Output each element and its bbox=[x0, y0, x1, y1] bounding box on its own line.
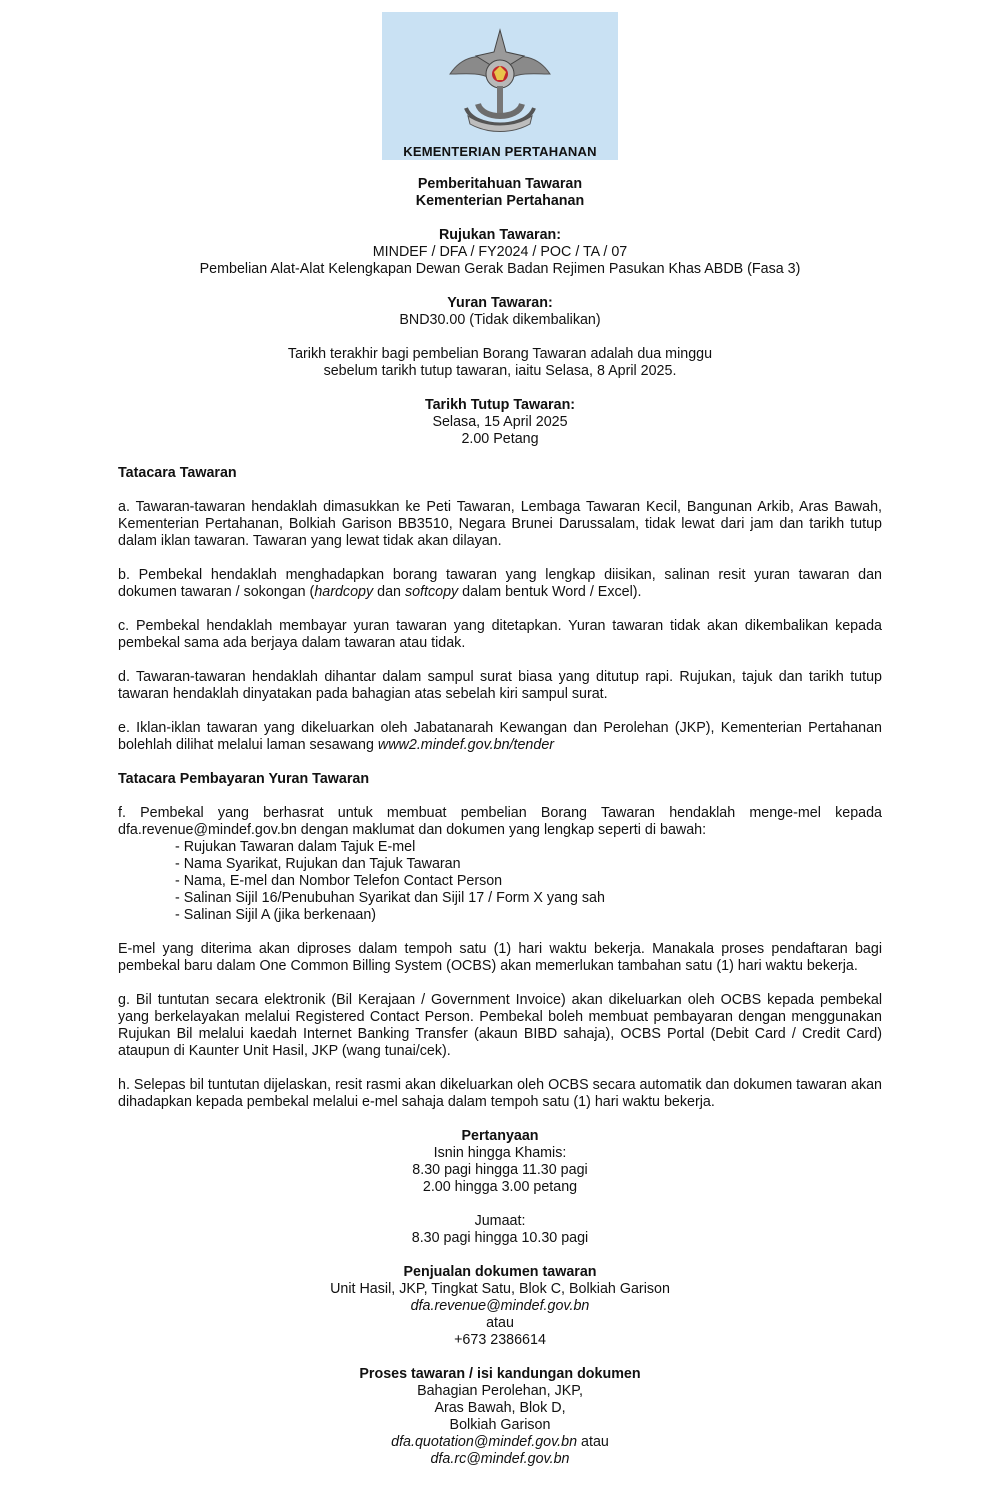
sales-address: Unit Hasil, JKP, Tingkat Satu, Blok C, Bolkiah Garison bbox=[330, 1281, 670, 1297]
process-heading: Proses tawaran / isi kandungan dokumen bbox=[359, 1366, 641, 1382]
closing-label: Tarikh Tutup Tawaran: bbox=[424, 397, 576, 413]
quotation-email-link[interactable]: dfa.quotation@mindef.gov.bn bbox=[391, 1434, 578, 1450]
notice-subtitle: Kementerian Pertahanan bbox=[415, 193, 585, 209]
closing-date: Selasa, 15 April 2025 bbox=[432, 414, 568, 430]
ministry-logo bbox=[382, 12, 618, 160]
list-item: - Nama Syarikat, Rujukan dan Tajuk Tawaran bbox=[175, 856, 461, 872]
notice-body bbox=[118, 176, 882, 1468]
fee-label: Yuran Tawaran: bbox=[447, 295, 553, 311]
procedure-heading: Tatacara Tawaran bbox=[118, 465, 237, 481]
sales-heading: Penjualan dokumen tawaran bbox=[403, 1264, 597, 1280]
process-address-line-3: Bolkiah Garison bbox=[449, 1417, 551, 1433]
enquiry-weekdays-afternoon: 2.00 hingga 3.00 petang bbox=[422, 1179, 578, 1195]
enquiry-weekdays: Isnin hingga Khamis: bbox=[433, 1145, 567, 1161]
purchase-deadline-line-1: Tarikh terakhir bagi pembelian Borang Tawaran adalah dua minggu bbox=[287, 346, 713, 362]
required-documents-list bbox=[118, 839, 882, 924]
process-address-line-2: Aras Bawah, Blok D, bbox=[434, 1400, 566, 1416]
list-item: - Nama, E-mel dan Nombor Telefon Contact Person bbox=[175, 873, 503, 889]
enquiry-friday: Jumaat: bbox=[474, 1213, 526, 1229]
payment-item-g: g. Bil tuntutan secara elektronik (Bil Kerajaan / Government Invoice) akan dikeluarkan oleh OCBS kepada pembekal yang berkelayakan melalui Registered Contact Person. Pembekal boleh membuat pembayaran dengan menggunakan Rujukan Bil melalui kaedah Internet Banking Transfer (akaun BIBD sahaja), OCBS Portal (Debit Card / Credit Card) ataupun di Kaunter Unit Hasil, JKP (wang tunai/cek). bbox=[118, 992, 882, 1059]
list-item: - Salinan Sijil A (jika berkenaan) bbox=[175, 907, 377, 923]
process-address-line-1: Bahagian Perolehan, JKP, bbox=[417, 1383, 583, 1399]
softcopy-term: softcopy bbox=[404, 584, 459, 600]
enquiry-friday-morning: 8.30 pagi hingga 10.30 pagi bbox=[411, 1230, 589, 1246]
procedure-item-e-text: e. Iklan-iklan tawaran yang dikeluarkan oleh Jabatanarah Kewangan dan Perolehan (JKP), Kementerian Pertahanan bolehlah dilihat melalui laman sesawang bbox=[118, 720, 882, 753]
sales-or: atau bbox=[486, 1315, 514, 1331]
procedure-item-b-end: dalam bentuk Word / Excel). bbox=[458, 584, 642, 600]
hardcopy-term: hardcopy bbox=[314, 584, 374, 600]
sales-phone: +673 2386614 bbox=[454, 1332, 546, 1348]
rc-email-link[interactable]: dfa.rc@mindef.gov.bn bbox=[430, 1451, 570, 1467]
payment-item-h: h. Selepas bil tuntutan dijelaskan, resit rasmi akan dikeluarkan oleh OCBS secara automatik dan dokumen tawaran akan dihadapkan kepada pembekal melalui e-mel sahaja dalam tempoh satu (1) hari waktu bekerja. bbox=[118, 1077, 882, 1110]
reference-label: Rujukan Tawaran: bbox=[438, 227, 562, 243]
closing-time: 2.00 Petang bbox=[461, 431, 539, 447]
ministry-of-defence-emblem-icon bbox=[382, 12, 618, 142]
logo-caption: KEMENTERIAN PERTAHANAN bbox=[403, 144, 597, 159]
process-or: atau bbox=[577, 1434, 609, 1450]
payment-heading: Tatacara Pembayaran Yuran Tawaran bbox=[118, 771, 370, 787]
enquiry-weekdays-morning: 8.30 pagi hingga 11.30 pagi bbox=[412, 1162, 588, 1178]
procedure-item-b-text: b. Pembekal hendaklah menghadapkan borang tawaran yang lengkap diisikan, salinan resit yuran tawaran dan dokumen tawaran / sokongan ( bbox=[118, 567, 882, 600]
list-item: - Rujukan Tawaran dalam Tajuk E-mel bbox=[175, 839, 416, 855]
procedure-item-b bbox=[118, 567, 882, 601]
procedure-item-d: d. Tawaran-tawaran hendaklah dihantar dalam sampul surat biasa yang ditutup rapi. Rujukan, tajuk dan tarikh tutup tawaran hendaklah dinyatakan pada bahagian atas sebelah kiri sampul surat. bbox=[118, 669, 882, 702]
tender-website-link[interactable]: www2.mindef.gov.bn/tender bbox=[377, 737, 555, 753]
fee-value: BND30.00 (Tidak dikembalikan) bbox=[399, 312, 601, 328]
procedure-item-b-join: dan bbox=[373, 584, 405, 600]
email-processing-note: E-mel yang diterima akan diproses dalam tempoh satu (1) hari waktu bekerja. Manakala proses pendaftaran bagi pembekal baru dalam One Common Billing System (OCBS) akan memerlukan tambahan satu (1) hari waktu bekerja. bbox=[118, 941, 882, 974]
procedure-item-e bbox=[118, 720, 882, 754]
reference-title: Pembelian Alat-Alat Kelengkapan Dewan Gerak Badan Rejimen Pasukan Khas ABDB (Fasa 3) bbox=[199, 261, 801, 277]
notice-title: Pemberitahuan Tawaran bbox=[417, 176, 583, 192]
enquiry-heading: Pertanyaan bbox=[461, 1128, 539, 1144]
payment-item-f: f. Pembekal yang berhasrat untuk membuat pembelian Borang Tawaran hendaklah menge-mel kepada dfa.revenue@mindef.gov.bn dengan maklumat dan dokumen yang lengkap seperti di bawah: bbox=[118, 805, 882, 838]
procedure-item-a: a. Tawaran-tawaran hendaklah dimasukkan ke Peti Tawaran, Lembaga Tawaran Kecil, Bangunan Arkib, Aras Bawah, Kementerian Pertahanan, Bolkiah Garison BB3510, Negara Brunei Darussalam, tidak lewat dari jam dan tarikh tutup dalam iklan tawaran. Tawaran yang lewat tidak akan dilayan. bbox=[118, 499, 882, 549]
list-item: - Salinan Sijil 16/Penubuhan Syarikat dan Sijil 17 / Form X yang sah bbox=[175, 890, 605, 906]
procedure-item-c: c. Pembekal hendaklah membayar yuran tawaran yang ditetapkan. Yuran tawaran tidak akan dikembalikan kepada pembekal sama ada berjaya dalam tawaran atau tidak. bbox=[118, 618, 882, 651]
process-email-line bbox=[118, 1434, 882, 1451]
reference-code: MINDEF / DFA / FY2024 / POC / TA / 07 bbox=[372, 244, 628, 260]
purchase-deadline-line-2: sebelum tarikh tutup tawaran, iaitu Selasa, 8 April 2025. bbox=[323, 363, 677, 379]
sales-email-link[interactable]: dfa.revenue@mindef.gov.bn bbox=[410, 1298, 590, 1314]
